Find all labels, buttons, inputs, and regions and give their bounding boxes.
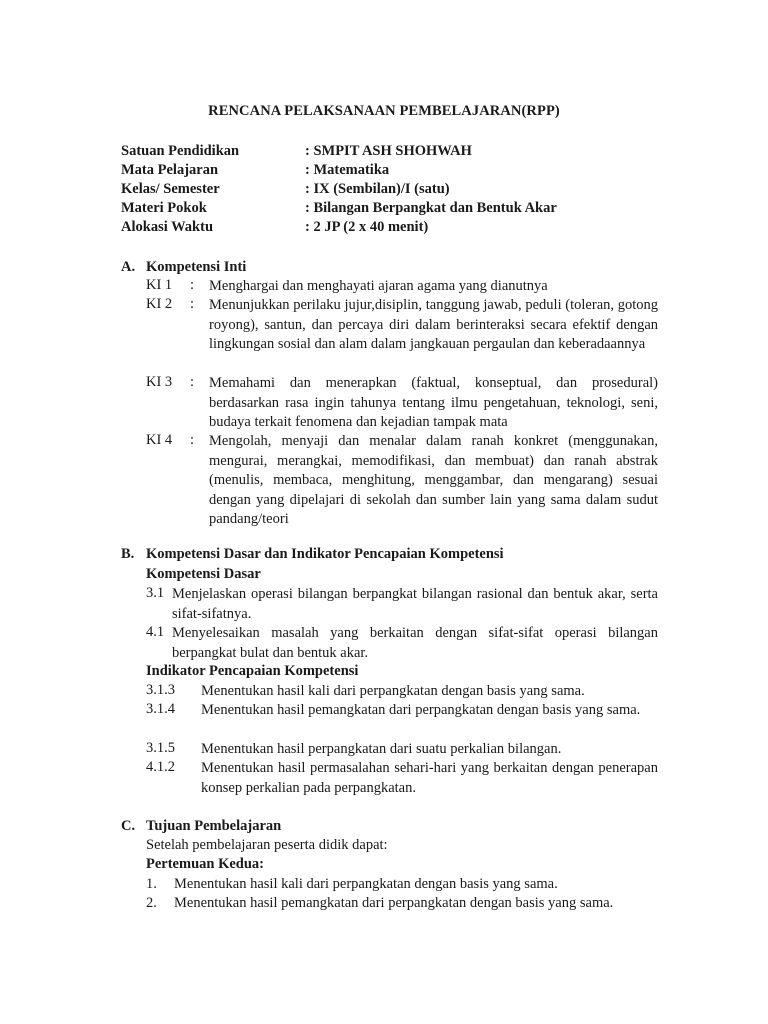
- ipk-number: 3.1.3: [146, 682, 175, 698]
- ipk-item-4-1-2: [146, 759, 658, 798]
- ki-code: KI 2: [146, 296, 173, 312]
- ipk-number: 4.1.2: [146, 759, 175, 775]
- ki-item-4: [146, 432, 658, 530]
- kd-number: 3.1: [146, 585, 165, 601]
- ki-text: Mengolah, menyaji dan menalar dalam ranah konkret (menggunakan, mengurai, merangkai, memodifikasi, dan membuat) dan ranah abstrak (menulis, membaca, menghitung, menggambar, dan mengarang) sesuai dengan yang dipelajari di sekolah dan sumber lain yang sama dalam sudut pandang/teori: [209, 433, 658, 527]
- section-title: Kompetensi Dasar dan Indikator Pencapaian Kompetensi: [146, 546, 504, 562]
- identity-label: Materi Pokok: [121, 200, 207, 216]
- ipk-text: Menentukan hasil perpangkatan dari suatu perkalian bilangan.: [201, 741, 562, 757]
- ki-colon: :: [190, 374, 195, 390]
- objective-number: 1.: [146, 876, 157, 892]
- section-letter: B.: [121, 546, 135, 562]
- objective-text: Menentukan hasil pemangkatan dari perpangkatan dengan basis yang sama.: [174, 895, 614, 911]
- identity-value: : IX (Sembilan)/I (satu): [305, 181, 450, 197]
- ipk-text: Menentukan hasil permasalahan sehari-hari yang berkaitan dengan penerapan konsep perkalian pada perpangkatan.: [201, 760, 658, 796]
- identity-label: Kelas/ Semester: [121, 181, 220, 197]
- kd-heading: Kompetensi Dasar: [146, 566, 261, 582]
- ipk-number: 3.1.5: [146, 740, 175, 756]
- identity-label: Mata Pelajaran: [121, 162, 219, 178]
- section-title: Tujuan Pembelajaran: [146, 818, 282, 834]
- ki-code: KI 4: [146, 432, 173, 448]
- meeting-heading: Pertemuan Kedua:: [146, 856, 264, 872]
- ki-text: Menghargai dan menghayati ajaran agama yang dianutnya: [209, 278, 548, 294]
- ki-text: Menunjukkan perilaku jujur,disiplin, tanggung jawab, peduli (toleran, gotong royong), santun, dan percaya diri dalam berinteraksi secara efektif dengan lingkungan sosial dan alam dalam jangkauan pergaulan dan keberadaannya: [209, 297, 658, 352]
- section-letter: A.: [121, 259, 136, 275]
- objective-number: 2.: [146, 895, 157, 911]
- kd-text: Menjelaskan operasi bilangan berpangkat bilangan rasional dan bentuk akar, serta sifat-sifatnya.: [172, 586, 658, 622]
- ipk-item-3-1-4: [146, 701, 658, 721]
- ki-code: KI 3: [146, 374, 173, 390]
- kd-number: 4.1: [146, 624, 165, 640]
- ipk-number: 3.1.4: [146, 701, 175, 717]
- ki-item-1: [146, 277, 658, 297]
- identity-label: Alokasi Waktu: [121, 219, 214, 235]
- ki-colon: :: [190, 432, 195, 448]
- identity-value: : SMPIT ASH SHOHWAH: [305, 143, 472, 159]
- ki-code: KI 1: [146, 277, 173, 293]
- ki-colon: :: [190, 277, 195, 293]
- ipk-heading: Indikator Pencapaian Kompetensi: [146, 663, 359, 679]
- ipk-item-3-1-3: [146, 682, 658, 702]
- ki-text: Memahami dan menerapkan (faktual, konseptual, dan prosedural) berdasarkan rasa ingin tahunya tentang ilmu pengetahuan, teknologi, seni, budaya terkait fenomena dan kejadian tampak mata: [209, 375, 658, 430]
- objective-text: Menentukan hasil kali dari perpangkatan dengan basis yang sama.: [174, 876, 558, 892]
- ki-item-3: [146, 374, 658, 433]
- ipk-text: Menentukan hasil kali dari perpangkatan dengan basis yang sama.: [201, 683, 585, 699]
- identity-value: : 2 JP (2 x 40 menit): [305, 219, 429, 235]
- identity-value: : Bilangan Berpangkat dan Bentuk Akar: [305, 200, 557, 216]
- ki-item-2: [146, 296, 658, 355]
- objective-intro: Setelah pembelajaran peserta didik dapat:: [146, 837, 388, 853]
- kd-text: Menyelesaikan masalah yang berkaitan dengan sifat-sifat operasi bilangan berpangkat bulat dan bentuk akar.: [172, 625, 658, 661]
- section-letter: C.: [121, 818, 136, 834]
- kd-item-4-1: [146, 624, 658, 663]
- ipk-text: Menentukan hasil pemangkatan dari perpangkatan dengan basis yang sama.: [201, 702, 641, 718]
- kd-item-3-1: [146, 585, 658, 624]
- section-title: Kompetensi Inti: [146, 259, 247, 275]
- identity-label: Satuan Pendidikan: [121, 143, 240, 159]
- identity-value: : Matematika: [305, 162, 390, 178]
- document-title: RENCANA PELAKSANAAN PEMBELAJARAN(RPP): [208, 103, 560, 119]
- ipk-item-3-1-5: [146, 740, 658, 760]
- ki-colon: :: [190, 296, 195, 312]
